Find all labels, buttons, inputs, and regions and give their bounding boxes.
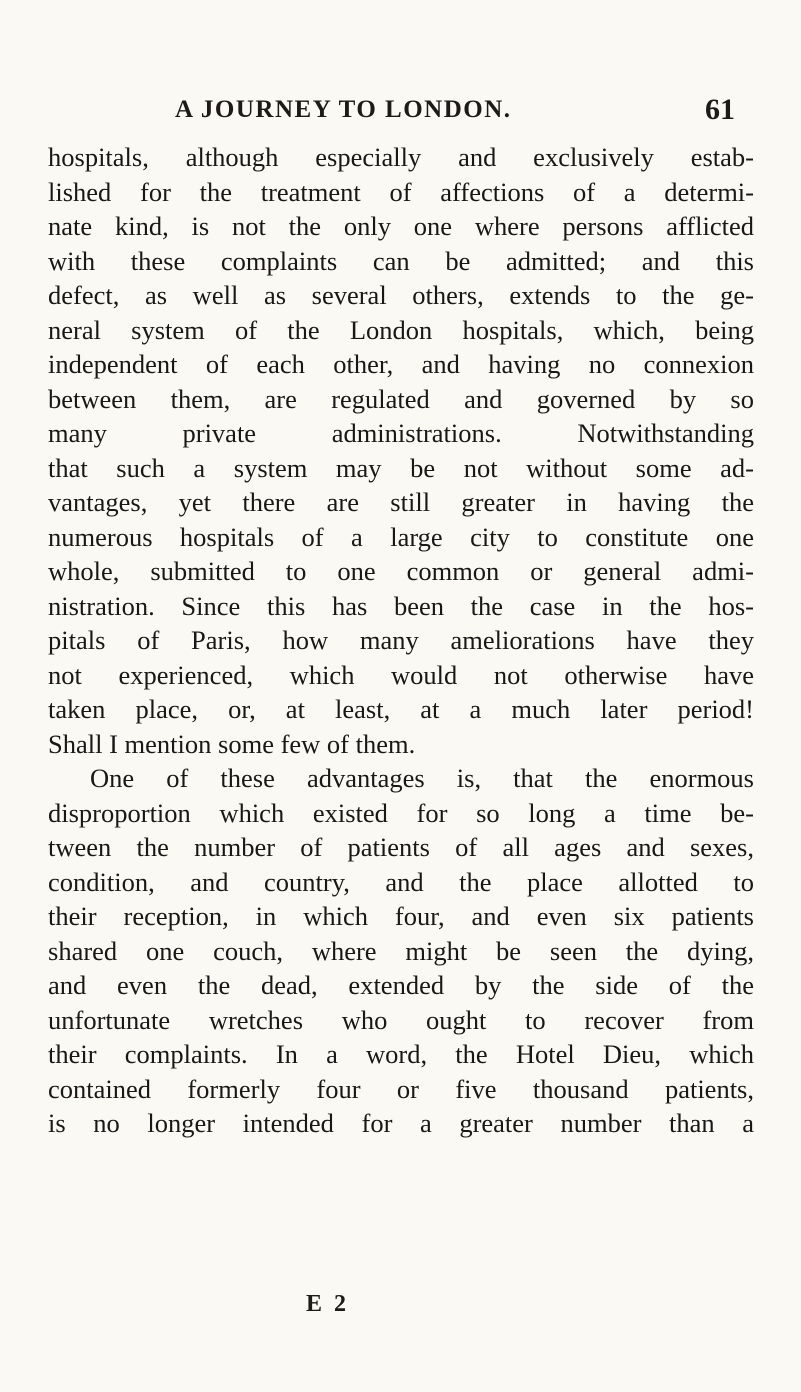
text-line: and even the dead, extended by the side of the	[48, 970, 754, 1000]
text-line: defect, as well as several others, extends to the ge-	[48, 280, 754, 310]
text-line: nistration. Since this has been the case in the hos-	[48, 590, 754, 621]
text-line: shared one couch, where might be seen the dying,	[48, 935, 754, 966]
text-line: between them, are regulated and governed by so	[48, 383, 754, 414]
text-line: hospitals, although especially and exclusively estab-	[48, 142, 754, 172]
page-number: 61	[705, 93, 735, 126]
text-line: lished for the treatment of affections of a determi-	[48, 176, 754, 207]
text-line: vantages, yet there are still greater in having the	[48, 487, 754, 517]
text-line: their complaints. In a word, the Hotel Dieu, which	[48, 1039, 754, 1069]
signature-mark: E 2	[306, 1291, 350, 1317]
body-text	[48, 140, 754, 1141]
text-line: disproportion which existed for so long a time be-	[48, 797, 754, 828]
text-line: One of these advantages is, that the enormous	[90, 763, 754, 793]
text-line: independent of each other, and having no connexion	[48, 349, 754, 379]
text-line: numerous hospitals of a large city to constitute one	[48, 521, 754, 552]
text-line: with these complaints can be admitted; and this	[48, 245, 754, 276]
text-line: taken place, or, at least, at a much later period!	[48, 694, 754, 724]
text-line: pitals of Paris, how many ameliorations have they	[48, 625, 754, 655]
text-line: many private administrations. Notwithstanding	[48, 418, 754, 448]
text-line: that such a system may be not without some ad-	[48, 452, 754, 483]
text-line: not experienced, which would not otherwise have	[48, 659, 754, 690]
text-line: contained formerly four or five thousand patients,	[48, 1073, 754, 1104]
text-line: Shall I mention some few of them.	[48, 728, 416, 759]
text-line: unfortunate wretches who ought to recover from	[48, 1004, 754, 1035]
running-title: A JOURNEY TO LONDON.	[175, 96, 512, 123]
running-head	[175, 93, 735, 132]
text-line: nate kind, is not the only one where persons afflicted	[48, 211, 754, 241]
text-line: whole, submitted to one common or general admi-	[48, 556, 754, 586]
text-line: is no longer intended for a greater number than a	[48, 1108, 754, 1138]
text-line: neral system of the London hospitals, which, being	[48, 314, 754, 345]
text-line: condition, and country, and the place allotted to	[48, 866, 754, 897]
text-line: their reception, in which four, and even six patients	[48, 901, 754, 931]
text-line: tween the number of patients of all ages and sexes,	[48, 832, 754, 862]
